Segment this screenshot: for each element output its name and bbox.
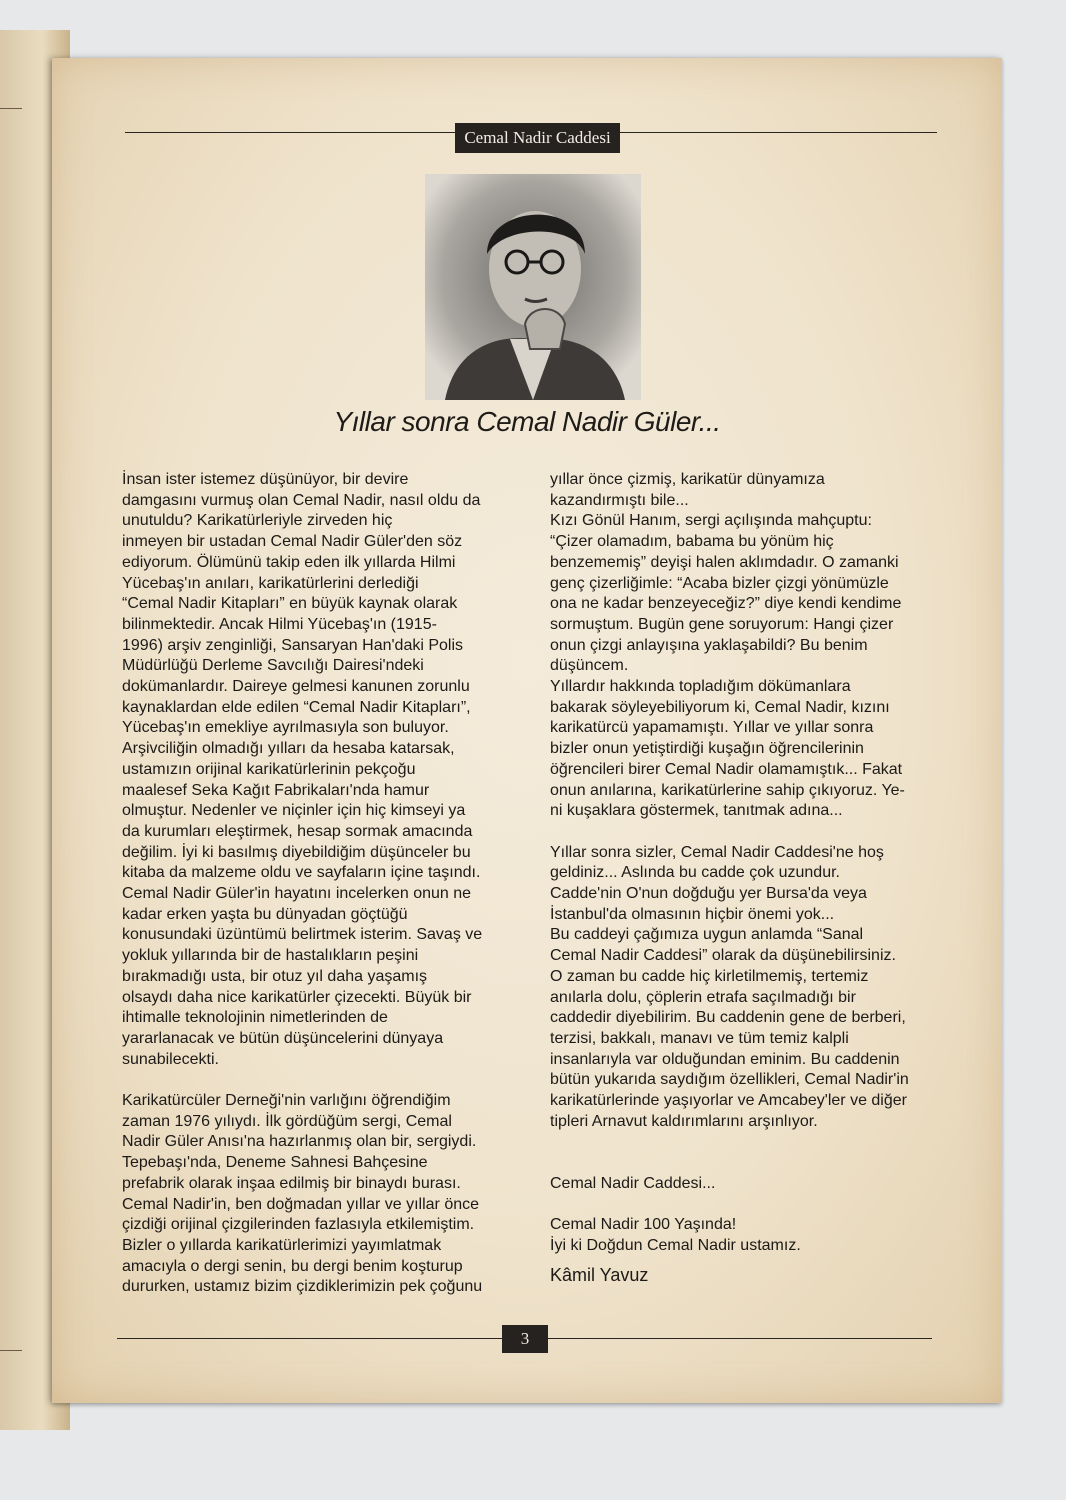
section-header: Cemal Nadir Caddesi (455, 123, 620, 153)
paragraph: Karikatürcüler Derneği'nin varlığını öğrendiğim zaman 1976 yılıydı. İlk gördüğüm sergi, Cemal Nadir Güler Anısı'na hazırlanmış olan bir, sergiydi. Tepebaşı'nda, Deneme Sahnesi Bahçesine prefabrik olarak inşaa edilmiş bir binaydı burası. Cemal Nadir'in, ben doğmadan yıllar ve yıllar önce çizdiği orijinal çizgilerinden fazlasıyla etkilemiştim. Bizler o yıllarda karikatürlerimizi yayımlatmak amacıyla o dergi senin, bu dergi benim koşturup dururken, ustamız bizim çizdiklerimizin pek çoğunu (122, 1092, 483, 1296)
header-rule-left (125, 132, 455, 133)
page-edge-rule (0, 1350, 22, 1351)
article-column-left (122, 470, 517, 1298)
header-rule-right (620, 132, 937, 133)
article-column-right (550, 470, 940, 1285)
portrait-illustration (425, 174, 641, 400)
paragraph: yıllar önce çizmiş, karikatür dünyamıza kazandırmıştı bile... Kızı Gönül Hanım, sergi açılışında mahçuptu: “Çizer olamadım, babama bu yönüm hiç benzememiş” deyişi halen aklımdadır. O zamanki genç çizerliğimle: “Acaba bizler çizgi yönümüzle ona ne kadar benzeyeceğiz?” diye kendi kendime sormuştum. Bugün gene soruyorum: Hangi çizer onun çizgi anlayışına yaklaşabildi? Bu benim düşüncem. Yıllardır hakkında topladığım dökümanlara bakarak söyleyebiliyorum ki, Cemal Nadir, kızını karikatürcü yapamamıştı. Yıllar ve yıllar sonra bizler onun yetiştirdiği kuşağın öğrencilerinin öğrencileri birer Cemal Nadir olamamıştık... Fakat onun anılarına, karikatürlerine sahip çıkıyoruz. Ye- ni kuşaklara göstermek, tanıtmak adına... (550, 471, 905, 820)
article-title: Yıllar sonra Cemal Nadir Güler... (333, 406, 721, 437)
page-number: 3 (502, 1325, 548, 1353)
closing-line: Cemal Nadir Caddesi... (550, 1174, 716, 1192)
footer-rule-right (548, 1338, 932, 1339)
paragraph: Yıllar sonra sizler, Cemal Nadir Caddesi'ne hoş geldiniz... Aslında bu cadde çok uzundur. Cadde'nin O'nun doğduğu yer Bursa'da veya İstanbul'da olmasının hiçbir önemi yok... Bu caddeyi çağımıza uygun anlamda “Sanal Cemal Nadir Caddesi” olarak da düşünebilirsiniz. O zaman bu cadde hiç kirletilmemiş, tertemiz anılarla dolu, çöplerin etrafa saçılmadığı bir caddedir diyebilirim. Bu caddenin gene de berberi, terzisi, bakkalı, manavı ve tüm temiz kalpli insanlarıyla var olduğundan eminim. Bu caddenin bütün yukarıda saydığım özellikleri, Cemal Nadir'in karikatürlerinde yaşıyorlar ve Amcabey'ler ve diğer tipleri Arnavut kaldırımlarını arşınlıyor. (550, 843, 909, 1130)
author-signature: Kâmil Yavuz (550, 1264, 649, 1285)
magazine-page (52, 58, 1002, 1403)
page-edge-rule (0, 108, 22, 109)
footer-rule-left (117, 1338, 502, 1339)
portrait-photo (425, 174, 641, 400)
closing-line: Cemal Nadir 100 Yaşında! İyi ki Doğdun Cemal Nadir ustamız. (550, 1216, 801, 1254)
paragraph: İnsan ister istemez düşünüyor, bir devire damgasını vurmuş olan Cemal Nadir, nasıl oldu da unutuldu? Karikatürleriyle zirveden hiç inmeyen bir ustadan Cemal Nadir Güler'den söz ediyorum. Ölümünü takip eden ilk yıllarda Hilmi Yücebaş'ın anıları, karikatürlerini derlediği “Cemal Nadir Kitapları” en büyük kaynak olarak bilinmektedir. Ancak Hilmi Yücebaş'ın (1915- 1996) arşiv zenginliği, Sansaryan Han'daki Polis Müdürlüğü Derleme Savcılığı Dairesi'ndeki dokümanlardır. Daireye gelmesi kanunen zorunlu kaynaklardan elde edilen “Cemal Nadir Kitapları”, Yücebaş'ın emekliye ayrılmasıyla son buluyor. Arşivciliğin olmadığı yılları da hesaba katarsak, ustamızın orijinal karikatürlerinin pekçoğu maalesef Seka Kağıt Fabrikaları'nda hamur olmuştur. Nedenler ve niçinler için hiç kimseyi ya da kurumları eleştirmek, hesap sormak amacında değilim. İyi ki basılmış diyebildiğim düşünceler bu kitaba da malzeme oldu ve sayfaların içine taşındı. Cemal Nadir Güler'in hayatını incelerken onun ne kadar erken yaşta bu dünyadan göçtüğü konusundaki üzüntümü belirtmek isterim. Savaş ve yokluk yıllarında bir de hastalıkların peşini bırakmadığı usta, bir otuz yıl daha yaşamış olsaydı daha nice karikatürler çizecekti. Büyük bir ihtimalle teknolojinin nimetlerinden de yararlanacak ve bütün düşüncelerini dünyaya sunabilecekti. (122, 471, 483, 1068)
